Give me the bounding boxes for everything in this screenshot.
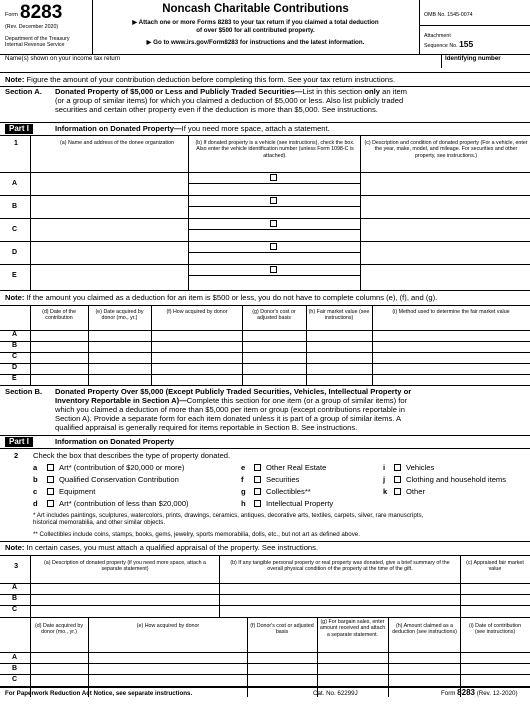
department: Department of the Treasury	[5, 36, 70, 42]
form-number: 8283	[20, 2, 63, 23]
identifying-number-label: Identifying number	[445, 55, 501, 62]
type-label: Art* (contribution of $20,000 or more)	[59, 463, 185, 472]
agency: Internal Revenue Service	[5, 42, 65, 48]
paperwork-notice: For Paperwork Reduction Act Notice, see separate instructions.	[5, 690, 193, 697]
line-1-number: 1	[14, 140, 18, 147]
section-b-text: Donated Property Over $5,000 (Except Publicly Traded Securities, Vehicles, Intellectual Property or Inventory Reportable in Section A)—Complete this section for one item (or a group of similar items) for which you claimed a deduction of more than $5,000 per item or group (except contributions reportable in Section A). Provide a separate form for each item donated unless it is part of a group of similar items. A qualified appraisal is generally required for items reportable in Section B. See instructions.	[55, 387, 412, 432]
section-a-heading: Section A.	[5, 87, 42, 96]
table4-col-h-header: (h) Amount claimed as a deduction (see instructions)	[392, 623, 457, 636]
type-letter: i	[383, 463, 386, 472]
type-checkbox-j[interactable]	[394, 476, 401, 483]
line-3-number: 3	[14, 561, 19, 570]
type-checkbox-b[interactable]	[47, 476, 54, 483]
line-3-col-b-header: (b) If any tangible personal property or real property was donated, give a brief summary of the overall physical condition of the property at the time of the gift.	[230, 560, 450, 573]
header-instruction-2: of over $500 for all contributed property.	[196, 27, 315, 34]
line-1-col-c-header: (c) Description and condition of donated property (For a vehicle, enter the year, make, model, and mileage. For securities and other property, see instructions.)	[364, 140, 528, 159]
type-checkbox-h[interactable]	[254, 500, 261, 507]
line-1-row-label: E	[12, 272, 17, 279]
line-3-col-c-header: (c) Appraised fair market value	[466, 560, 524, 573]
note-500-or-less: Note: If the amount you claimed as a deduction for an item is $500 or less, you do not have to complete columns (e), (f), and (g).	[5, 293, 438, 302]
note-qualified-appraisal: Note: In certain cases, you must attach a qualified appraisal of the property. See instructions.	[5, 543, 319, 552]
name-input[interactable]	[2, 62, 439, 72]
type-letter: e	[241, 463, 246, 472]
sequence-number: 155	[459, 39, 474, 49]
line-1-row-label: D	[12, 249, 18, 256]
table4-col-d-header: (d) Date acquired by donor (mo., yr.)	[35, 623, 83, 636]
type-letter: h	[241, 499, 246, 508]
table2-col-g-header: (g) Donor's cost or adjusted basis	[252, 309, 296, 322]
omb-number: OMB No. 1545-0074	[424, 12, 473, 18]
table4-col-g-header: (g) For bargain sales, enter amount received and attach a separate statement.	[319, 619, 386, 638]
header-instruction-1: ▶ Attach one or more Forms 8283 to your tax return if you claimed a total deduction	[132, 19, 379, 26]
section-b-heading: Section B.	[5, 387, 43, 396]
vehicle-checkbox-d[interactable]	[270, 243, 277, 250]
table2-col-e-header: (e) Date acquired by donor (mo., yr.)	[95, 309, 144, 322]
type-letter: a	[33, 463, 38, 472]
name-field-label: Name(s) shown on your income tax return	[5, 55, 121, 62]
table2-row-label: A	[12, 331, 18, 338]
type-letter: g	[241, 487, 246, 496]
vehicle-checkbox-b[interactable]	[270, 197, 277, 204]
line-1-col-a-header: (a) Name and address of the donee organization	[60, 140, 174, 146]
line-2-number: 2	[14, 451, 19, 460]
line-3-col-a-header: (a) Description of donated property (if you need more space, attach a separate statement)	[44, 560, 206, 573]
type-letter: f	[241, 475, 244, 484]
type-letter: b	[33, 475, 38, 484]
line-3-row-label: A	[12, 584, 18, 591]
type-label: Intellectual Property	[266, 499, 334, 508]
part-i-title: Information on Donated Property—If you need more space, attach a statement.	[55, 124, 330, 133]
table2-row-label: D	[12, 364, 18, 371]
vehicle-checkbox-c[interactable]	[270, 220, 277, 227]
collectibles-footnote: ** Collectibles include coins, stamps, books, gems, jewelry, sports memorabilia, dolls, etc., but not art as defined above.	[33, 531, 360, 538]
type-checkbox-a[interactable]	[47, 464, 54, 471]
line-1-col-b-header: (b) If donated property is a vehicle (see instructions), check the box. Also enter the vehicle identification number (unless Form 1098-C is attached).	[195, 140, 355, 159]
type-checkbox-c[interactable]	[47, 488, 54, 495]
table4-col-i-header: (i) Date of contribution (see instructions)	[468, 623, 522, 636]
type-label: Qualified Conservation Contribution	[59, 475, 179, 484]
type-letter: d	[33, 499, 38, 508]
table4-row-label: C	[12, 676, 18, 683]
table2-row-label: C	[12, 353, 18, 360]
type-label: Collectibles**	[266, 487, 311, 496]
vehicle-checkbox-e[interactable]	[270, 266, 277, 273]
type-label: Other Real Estate	[266, 463, 327, 472]
table2-col-d-header: (d) Date of the contribution	[42, 309, 76, 322]
note-figure-deduction: Note: Figure the amount of your contribution deduction before completing this form. See your tax return instructions.	[5, 75, 396, 84]
type-checkbox-e[interactable]	[254, 464, 261, 471]
line-1-row-label: A	[12, 180, 18, 187]
table4-col-e-header: (e) How acquired by donor	[136, 623, 200, 629]
type-letter: k	[383, 487, 388, 496]
type-letter: j	[383, 475, 386, 484]
type-checkbox-i[interactable]	[394, 464, 401, 471]
form-label: Form	[5, 12, 18, 18]
line-3-row-label: B	[12, 595, 18, 602]
type-checkbox-k[interactable]	[394, 488, 401, 495]
type-label: Art* (contribution of less than $20,000)	[59, 499, 189, 508]
art-footnote: * Art includes paintings, sculptures, watercolors, prints, drawings, ceramics, antiques, decorative arts, textiles, carpets, silver, rare manuscripts, historical memorabilia, and other similar objects.	[33, 512, 424, 527]
form-title: Noncash Charitable Contributions	[162, 3, 349, 15]
part-i-badge: Part I	[5, 124, 33, 134]
catalog-number: Cat. No. 62299J	[313, 690, 358, 697]
attachment-label: Attachment	[424, 33, 451, 39]
type-label: Vehicles	[406, 463, 435, 472]
header-instruction-3: ▶ Go to www.irs.gov/Form8283 for instructions and the latest information.	[146, 39, 365, 46]
form-revision: (Rev. December 2020)	[5, 24, 59, 30]
type-label: Clothing and household items	[406, 475, 507, 484]
part-i-b-title: Information on Donated Property	[55, 437, 174, 446]
line-1-row-label: B	[12, 203, 18, 210]
type-label: Other	[406, 487, 425, 496]
footer-form-id: Form 8283 (Rev. 12-2020)	[441, 688, 518, 697]
line-1-row-label: C	[12, 226, 18, 233]
section-a-text: Donated Property of $5,000 or Less and Publicly Traded Securities—List in this section only an item (or a group of similar items) for which you claimed a deduction of $5,000 or less. Also list publicly traded securities and certain other property even if the deduction is more than $5,000. See instructions.	[55, 87, 407, 114]
line-2-instruction: Check the box that describes the type of property donated.	[33, 451, 231, 460]
identifying-number-input[interactable]	[443, 62, 528, 72]
table2-row-label: B	[12, 342, 18, 349]
vehicle-checkbox-a[interactable]	[270, 174, 277, 181]
sequence-label: Sequence No. 155	[424, 39, 474, 49]
table4-col-f-header: (f) Donor's cost or adjusted basis	[250, 623, 314, 636]
table2-row-label: E	[12, 375, 17, 382]
type-letter: c	[33, 487, 38, 496]
type-label: Securities	[266, 475, 300, 484]
type-checkbox-d[interactable]	[47, 500, 54, 507]
line-3-row-label: C	[12, 606, 18, 613]
type-checkbox-g[interactable]	[254, 488, 261, 495]
type-label: Equipment	[59, 487, 96, 496]
type-checkbox-f[interactable]	[254, 476, 261, 483]
part-i-b-badge: Part I	[5, 437, 33, 447]
table2-col-f-header: (f) How acquired by donor	[166, 309, 228, 315]
table2-col-h-header: (h) Fair market value (see instructions)	[308, 309, 370, 322]
table2-col-i-header: (i) Method used to determine the fair market value	[392, 309, 510, 315]
table4-row-label: B	[12, 665, 18, 672]
table4-row-label: A	[12, 654, 18, 661]
